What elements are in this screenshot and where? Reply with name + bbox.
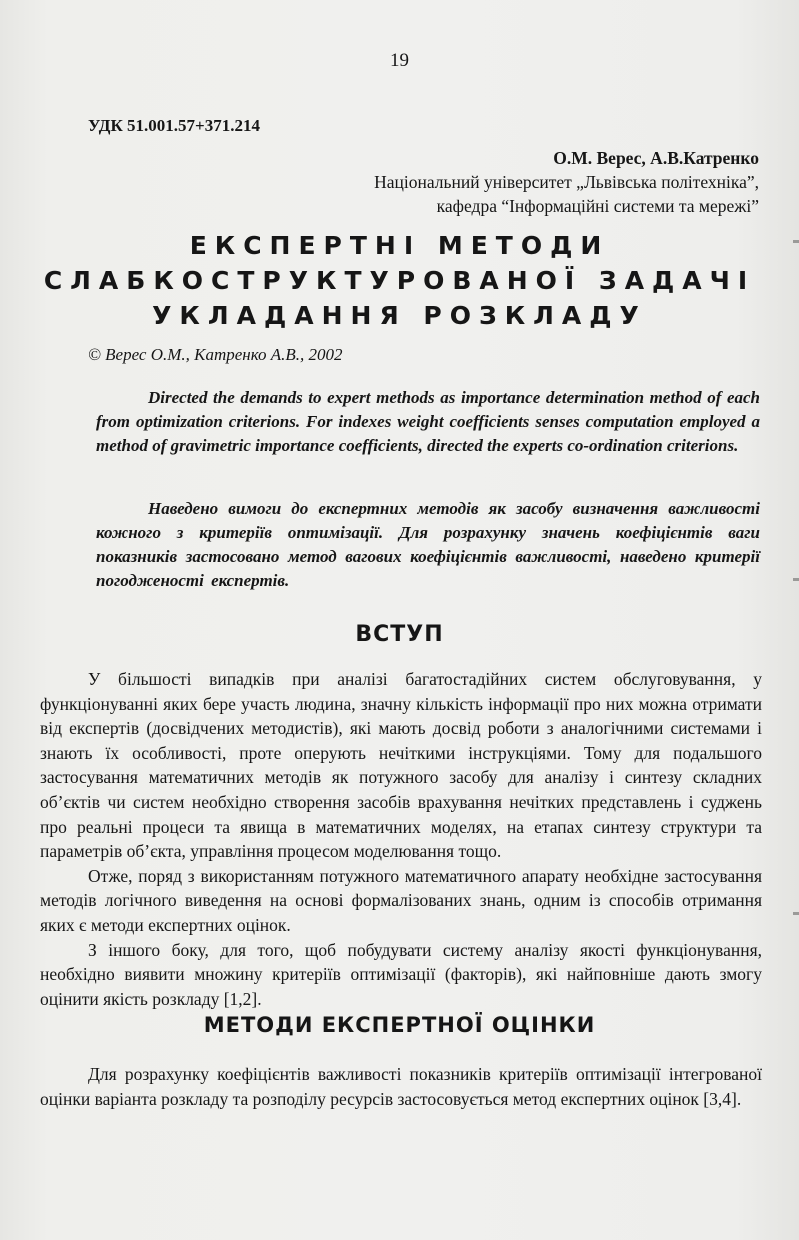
scan-mark xyxy=(793,912,799,915)
paper-title xyxy=(0,228,799,333)
authors-block xyxy=(374,146,759,218)
paragraph: Отже, поряд з використанням потужного математичного апарату необхідне застосування методів логічного виведення на основі формалізованих знань, одним із способів отримання яких є методи експертних оцінок. xyxy=(40,865,762,935)
copyright-notice: © Верес О.М., Катренко А.В., 2002 xyxy=(88,345,343,364)
scan-mark xyxy=(793,578,799,581)
section-heading-methods: МЕТОДИ ЕКСПЕРТНОЇ ОЦІНКИ xyxy=(203,1013,596,1037)
paragraph: Для розрахунку коефіцієнтів важливості показників критеріїв оптимізації інтегрованої оцінки варіанта розкладу та розподілу ресурсів застосовується метод експертних оцінок [3,4]. xyxy=(40,1064,762,1109)
affiliation-university: Національний університет „Львівська політехніка”, xyxy=(374,172,759,192)
udk-code: УДК 51.001.57+371.214 xyxy=(88,116,260,135)
paragraph: З іншого боку, для того, щоб побудувати систему аналізу якості функціонування, необхідно виявити множину критеріїв оптимізації (факторів), які найповніше дають змогу оцінити якість розкладу [1,2]. xyxy=(40,939,762,1009)
authors: О.М. Верес, А.В.Катренко xyxy=(553,148,759,168)
paragraph: У більшості випадків при аналізі багатостадійних систем обслуговування, у функціонуванні яких бере участь людина, значну кількість інформації про них можна отримати від експертів (досвідчених методистів), які мають досвід роботи з аналогічними системами і знають їх особливості, проте оперують нечіткими інструкціями. Тому для подальшого застосування математичних методів як потужного засобу для аналізу і синтезу складних об’єктів чи систем необхідно створення засобів врахування нечітких представлень і суджень про реальні процеси та явища в математичних моделях, на етапах синтезу структури та параметрів об’єкта, управління процесом моделювання тощо. xyxy=(40,669,762,862)
abstract-ukrainian: Наведено вимоги до експертних методів як засобу визначення важливості кожного з критеріїв оптимізації. Для розрахунку значень коефіцієнтів ваги показників застосовано метод вагових коефіцієнтів важливості, наведено критерії погодженості експертів. xyxy=(96,499,760,590)
title-line: СЛАБКОСТРУКТУРОВАНОЇ ЗАДАЧІ xyxy=(43,266,756,295)
methods-text xyxy=(40,1062,762,1111)
intro-text xyxy=(40,667,762,1011)
title-line: ЕКСПЕРТНІ МЕТОДИ xyxy=(189,231,610,260)
page-number: 19 xyxy=(390,50,409,71)
abstract-english: Directed the demands to expert methods as importance determination method of each from optimization criterions. For indexes weight coefficients senses computation employed a method of gravimetric importance coefficients, directed the experts co-ordination criterions. xyxy=(96,388,760,455)
scan-mark xyxy=(793,240,799,243)
title-line: УКЛАДАННЯ РОЗКЛАДУ xyxy=(152,301,647,330)
section-heading-intro: ВСТУП xyxy=(355,622,444,647)
affiliation-department: кафедра “Інформаційні системи та мережі” xyxy=(436,196,759,216)
